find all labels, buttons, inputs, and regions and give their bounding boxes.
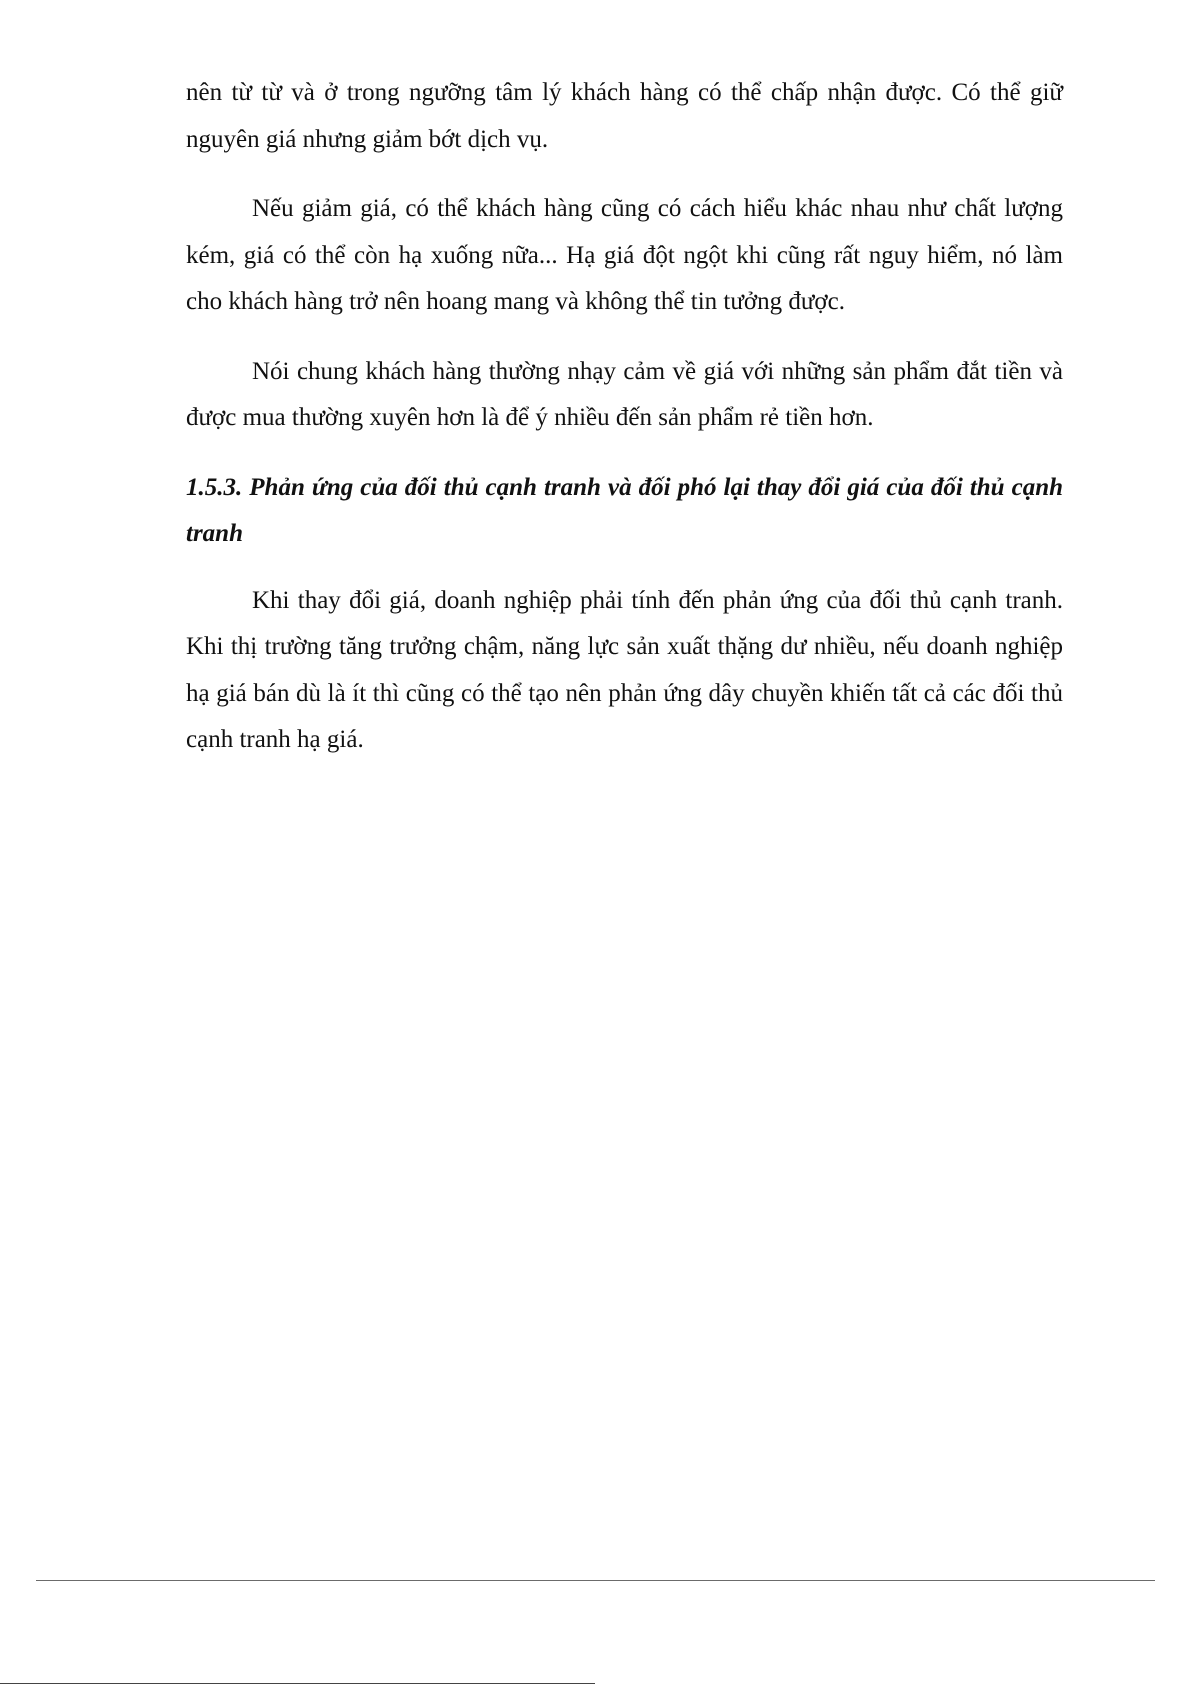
footer-divider	[36, 1580, 1155, 1581]
footnote-divider	[0, 1683, 595, 1684]
paragraph-price-reduction: Nếu giảm giá, có thể khách hàng cũng có cách hiểu khác nhau như chất lượng kém, giá có thể còn hạ xuống nữa... Hạ giá đột ngột khi cũng rất nguy hiểm, nó làm cho khách hàng trở nên hoang mang và không thể tin tưởng được.	[186, 195, 1063, 315]
paragraph-continued: nên từ từ và ở trong ngưỡng tâm lý khách hàng có thể chấp nhận được. Có thể giữ nguyên giá nhưng giảm bớt dịch vụ.	[186, 79, 1063, 153]
paragraph-competitor-reaction: Khi thay đổi giá, doanh nghiệp phải tính đến phản ứng của đối thủ cạnh tranh. Khi thị trường tăng trưởng chậm, năng lực sản xuất thặng dư nhiều, nếu doanh nghiệp hạ giá bán dù là ít thì cũng có thể tạo nên phản ứng dây chuyền khiến tất cả các đối thủ cạnh tranh hạ giá.	[186, 586, 1063, 753]
page-body	[186, 70, 1063, 787]
paragraph-price-sensitivity: Nói chung khách hàng thường nhạy cảm về giá với những sản phẩm đắt tiền và được mua thường xuyên hơn là để ý nhiều đến sản phẩm rẻ tiền hơn.	[186, 357, 1063, 431]
section-heading: 1.5.3. Phản ứng của đối thủ cạnh tranh và đối phó lại thay đổi giá của đối thủ cạnh tranh	[186, 473, 1063, 547]
